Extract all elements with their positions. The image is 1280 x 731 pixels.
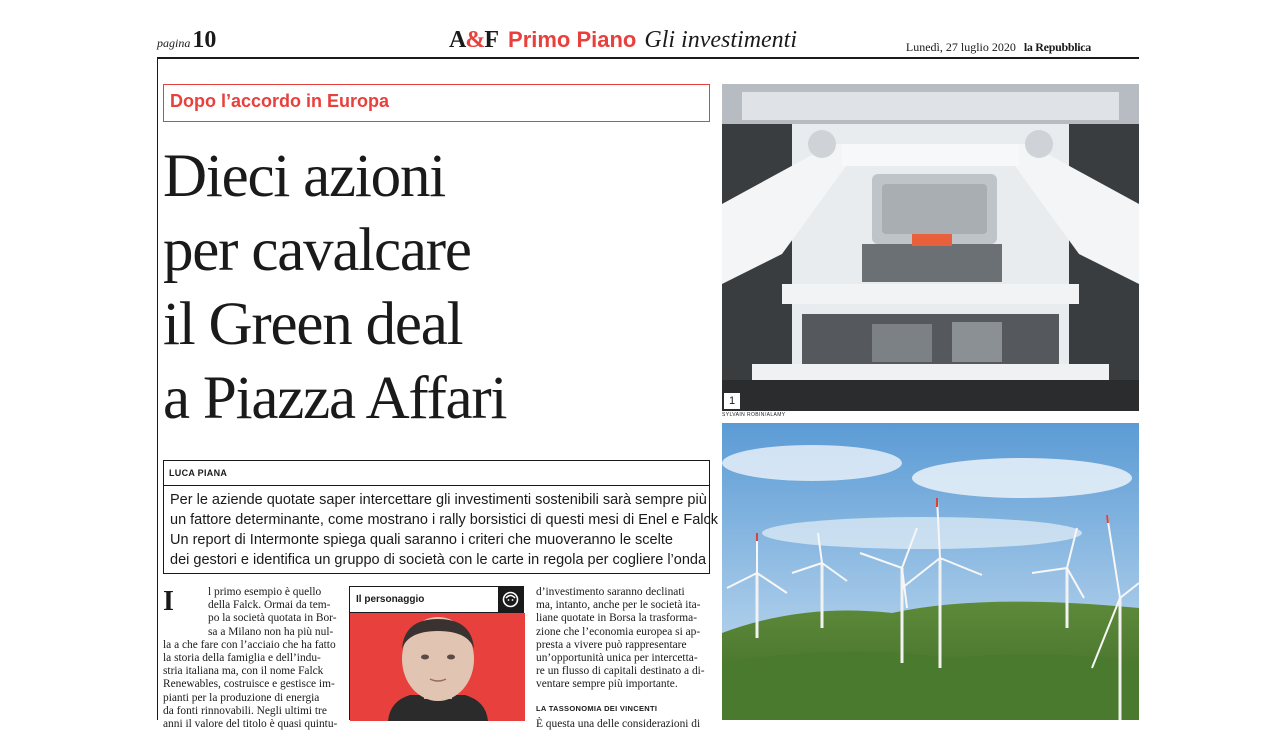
standfirst-line: dei gestori e identifica un gruppo di società con le carte in regola per cogliere l’onda — [170, 552, 707, 568]
kicker-box — [163, 84, 710, 122]
headline-line: il Green deal — [163, 291, 463, 358]
kicker-text: Dopo l’accordo in Europa — [170, 91, 390, 111]
sidebar-header — [350, 587, 523, 613]
headline-line: Dieci azioni — [163, 143, 445, 210]
portrait-photo — [350, 613, 525, 721]
drop-cap: I — [163, 586, 174, 617]
page-header — [157, 27, 1139, 59]
photo-number: 1 — [724, 393, 740, 409]
body-line: Renewables, costruisce e gestisce im- — [163, 678, 335, 691]
car-chassis-photo — [722, 84, 1139, 411]
person-head-icon — [498, 587, 523, 612]
af-logo-a: A — [449, 27, 466, 53]
body-line: da fonti rinnovabili. Negli ultimi tre — [163, 704, 327, 717]
body-line: un’opportunità unica per intercetta- — [536, 652, 698, 665]
body-line: po la società quotata in Bor- — [208, 612, 337, 625]
body-line: stria italiana ma, con il nome Falck — [163, 665, 324, 678]
headline — [163, 140, 713, 436]
headline-line: a Piazza Affari — [163, 365, 507, 432]
body-subhead: LA TASSONOMIA DEI VINCENTI — [536, 703, 658, 713]
standfirst — [164, 486, 719, 570]
header-right — [906, 38, 1091, 56]
body-line: della Falck. Ormai da tem- — [208, 599, 331, 612]
section-title — [449, 27, 797, 54]
body-column-3 — [536, 586, 711, 730]
body-line: ventare sempre più importante. — [536, 678, 678, 691]
photo-credit: SYLVAIN ROBIN/ALAMY — [722, 412, 786, 418]
headline-line: per cavalcare — [163, 217, 471, 284]
body-line: zione che l’economia europea si ap- — [536, 625, 701, 638]
af-logo-amp: & — [465, 27, 485, 53]
body-line: presta a vivere può rappresentare — [536, 638, 687, 651]
body-line: d’investimento saranno declinati — [536, 586, 685, 598]
body-line: sa a Milano non ha più nul- — [208, 625, 334, 638]
issue-date: Lunedì, 27 luglio 2020 — [905, 40, 1016, 54]
subsection-name: Gli investimenti — [644, 27, 798, 53]
column-divider — [157, 59, 158, 720]
body-line: ma, intanto, anche per le società ita- — [536, 599, 701, 612]
body-line: la storia della famiglia e dell’indu- — [163, 652, 321, 665]
section-name: Primo Piano — [508, 27, 637, 52]
af-logo — [449, 27, 498, 53]
standfirst-box — [163, 460, 719, 574]
body-line: la a che fare con l’acciaio che ha fatto — [163, 638, 336, 651]
page-word: pagina — [157, 36, 191, 50]
page-number: 10 — [192, 27, 217, 53]
body-column-1 — [163, 586, 341, 731]
standfirst-line: Un report di Intermonte spiega quali saranno i criteri che muoveranno le scelte — [170, 532, 673, 548]
body-line: È questa una delle considerazioni di — [536, 717, 701, 730]
standfirst-line: Per le aziende quotate saper intercettare gli investimenti sostenibili sarà sempre più — [170, 492, 707, 508]
body-line: liane quotate in Borsa la trasforma- — [536, 612, 697, 625]
page-folio — [157, 27, 216, 54]
af-logo-f: F — [484, 27, 499, 53]
author-byline: LUCA PIANA — [164, 461, 709, 486]
body-line: re un flusso di capitali destinato a di- — [536, 665, 705, 678]
sidebar-label: Il personaggio — [356, 594, 425, 605]
body-line: l primo esempio è quello — [208, 586, 322, 598]
wind-turbines-photo — [722, 423, 1139, 720]
personaggio-sidebar — [349, 586, 524, 720]
body-line: pianti per la produzione di energia — [163, 691, 320, 704]
standfirst-line: un fattore determinante, come mostrano i rally borsistici di questi mesi di Enel e Falck — [170, 512, 719, 528]
masthead-logo: la Repubblica — [1023, 40, 1091, 54]
body-line: anni il valore del titolo è quasi quintu- — [163, 718, 338, 731]
